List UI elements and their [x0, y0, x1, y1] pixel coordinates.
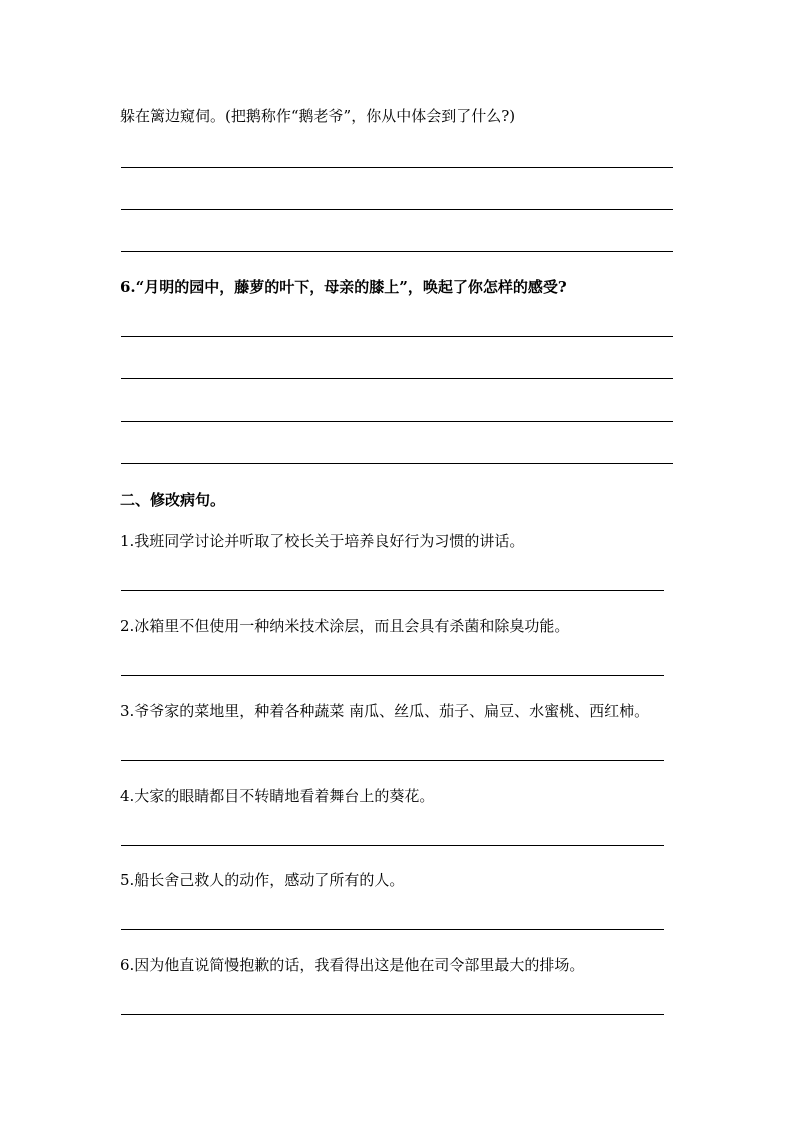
answer-line[interactable]	[121, 251, 673, 252]
answer-line[interactable]	[121, 421, 673, 422]
section-heading: 二、修改病句。	[120, 491, 226, 509]
sentence-item-3: 3.爷爷家的菜地里，种着各种蔬菜 南瓜、丝瓜、茄子、扁豆、水蜜桃、西红柿。	[120, 702, 650, 720]
sentence-item-2: 2.冰箱里不但使用一种纳米技术涂层，而且会具有杀菌和除臭功能。	[120, 617, 570, 635]
answer-line[interactable]	[121, 463, 673, 464]
question-5-continuation: 躲在篱边窥伺。(把鹅称作“鹅老爷”，你从中体会到了什么?)	[120, 107, 516, 125]
answer-line[interactable]	[121, 209, 673, 210]
answer-line[interactable]	[121, 845, 664, 846]
answer-line[interactable]	[121, 760, 664, 761]
sentence-item-4: 4.大家的眼睛都目不转睛地看着舞台上的葵花。	[120, 787, 435, 805]
answer-line[interactable]	[121, 929, 664, 930]
answer-line[interactable]	[121, 590, 664, 591]
answer-line[interactable]	[121, 167, 673, 168]
sentence-item-5: 5.船长舍己救人的动作，感动了所有的人。	[120, 871, 405, 889]
sentence-item-1: 1.我班同学讨论并听取了校长关于培养良好行为习惯的讲话。	[120, 532, 525, 550]
question-6: 6.“月明的园中，藤萝的叶下，母亲的膝上”，唤起了你怎样的感受?	[120, 278, 567, 296]
answer-line[interactable]	[121, 675, 664, 676]
sentence-item-6: 6.因为他直说简慢抱歉的话，我看得出这是他在司令部里最大的排场。	[120, 956, 585, 974]
answer-line[interactable]	[121, 1014, 664, 1015]
answer-line[interactable]	[121, 378, 673, 379]
answer-line[interactable]	[121, 336, 673, 337]
